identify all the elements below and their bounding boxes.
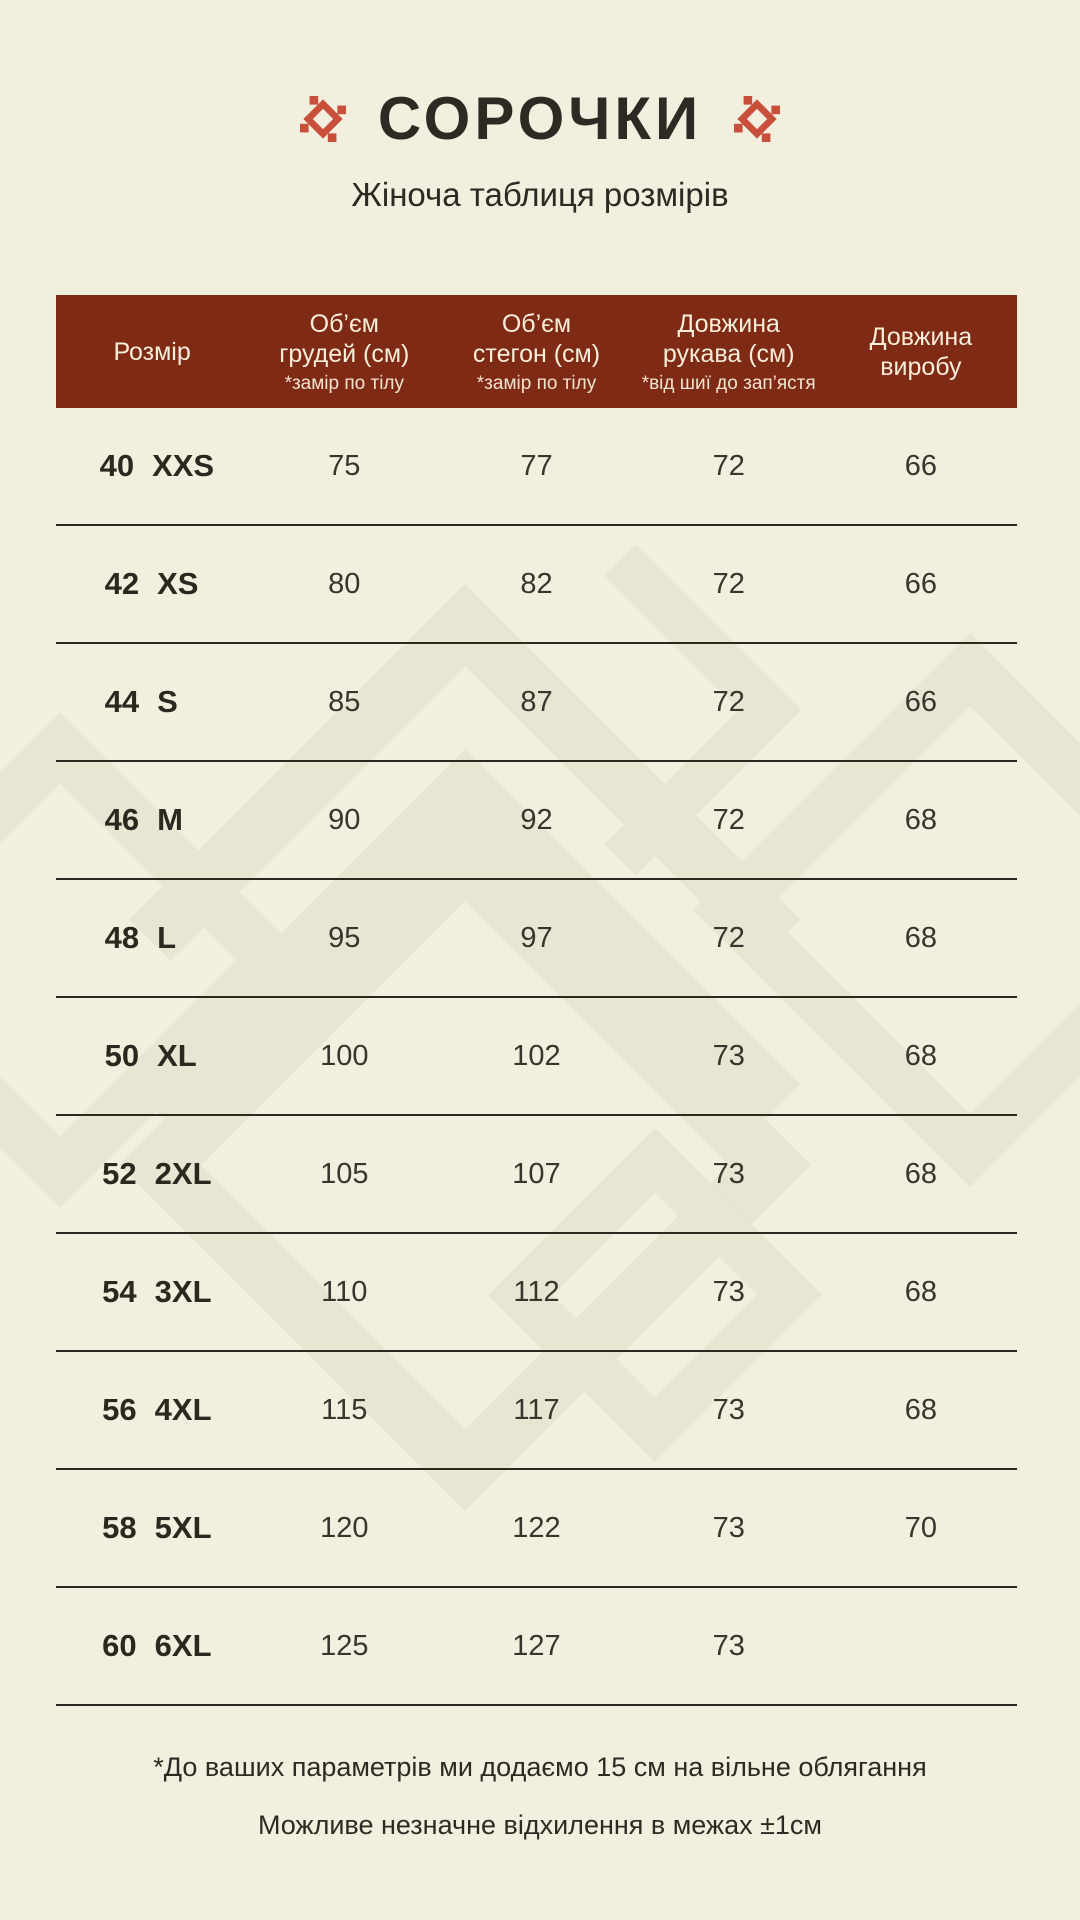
size-label: XS	[157, 566, 199, 601]
column-header-label: виробу	[880, 352, 962, 381]
length-value: 66	[904, 685, 938, 718]
hips-value: 97	[520, 921, 553, 954]
hips-value: 107	[512, 1157, 561, 1190]
hips-value: 87	[520, 685, 553, 718]
size-label: 4XL	[154, 1392, 212, 1427]
size-label: 2XL	[154, 1156, 212, 1191]
size-label: XXS	[152, 448, 215, 483]
chest-value: 105	[320, 1157, 369, 1190]
embroidery-diamond-icon	[300, 96, 346, 142]
column-header-label: Довжина	[677, 309, 780, 338]
size-cell	[56, 802, 248, 838]
chest-value: 115	[321, 1393, 368, 1426]
size-label: 6XL	[154, 1628, 212, 1663]
page-title: СОРОЧКИ	[377, 85, 703, 152]
chest-value: 80	[328, 567, 361, 600]
size-number: 42	[104, 566, 140, 601]
hips-value: 127	[512, 1629, 561, 1662]
chest-value: 110	[321, 1275, 368, 1308]
size-cell	[56, 1038, 248, 1074]
table-row	[56, 1352, 1017, 1470]
size-number: 52	[102, 1156, 137, 1191]
column-header-label: грудей (см)	[279, 339, 410, 368]
sleeve-value: 73	[712, 1511, 745, 1544]
footnotes	[0, 1752, 1080, 1868]
page-subtitle: Жіноча таблиця розмірів	[351, 176, 729, 213]
size-cell	[56, 1392, 248, 1428]
column-header-label: Об’єм	[309, 309, 379, 338]
chest-value: 85	[328, 685, 361, 718]
table-row	[56, 1470, 1017, 1588]
size-label: L	[157, 920, 177, 955]
size-label: S	[157, 684, 178, 719]
column-header-label: Довжина	[869, 322, 973, 351]
sleeve-value: 72	[712, 921, 745, 954]
size-cell	[56, 1510, 248, 1546]
sleeve-value: 72	[712, 803, 745, 836]
size-number: 46	[104, 802, 140, 837]
column-header-label: стегон (см)	[472, 339, 601, 368]
chest-value: 90	[328, 803, 361, 836]
column-header-note: *від шиї до зап’ястя	[641, 372, 816, 394]
chest-value: 95	[328, 921, 361, 954]
embroidery-diamond-icon	[734, 96, 780, 142]
size-table	[56, 295, 1017, 1706]
table-row	[56, 998, 1017, 1116]
hips-value: 122	[512, 1511, 561, 1544]
size-cell	[56, 448, 248, 484]
sleeve-value: 72	[712, 449, 745, 482]
column-header-chest	[248, 295, 440, 408]
length-value: 70	[904, 1511, 938, 1544]
length-value: 66	[904, 567, 938, 600]
column-header-note: *замір по тілу	[476, 372, 597, 394]
size-label: M	[157, 802, 183, 837]
table-row	[56, 644, 1017, 762]
sleeve-value: 73	[712, 1629, 745, 1662]
size-number: 48	[104, 920, 140, 955]
size-cell	[56, 684, 248, 720]
sleeve-value: 73	[712, 1039, 745, 1072]
sleeve-value: 72	[712, 685, 745, 718]
size-number: 60	[102, 1628, 137, 1663]
length-value: 68	[904, 1157, 938, 1190]
length-value: 68	[904, 1039, 938, 1072]
hips-value: 112	[513, 1275, 560, 1308]
hips-value: 92	[520, 803, 553, 836]
column-header-note: *замір по тілу	[284, 372, 405, 394]
size-number: 58	[102, 1510, 137, 1545]
size-cell	[56, 566, 248, 602]
page-title-row	[0, 84, 1080, 153]
length-value: 66	[904, 449, 938, 482]
size-number: 54	[102, 1274, 137, 1309]
size-label: 5XL	[154, 1510, 212, 1545]
size-label: XL	[157, 1038, 197, 1073]
sleeve-value: 73	[712, 1275, 745, 1308]
sleeve-value: 72	[712, 567, 745, 600]
size-number: 44	[104, 684, 140, 719]
chest-value: 75	[328, 449, 361, 482]
table-row	[56, 762, 1017, 880]
table-row	[56, 1588, 1017, 1706]
footnote-tolerance: Можливе незначне відхилення в межах ±1см	[258, 1810, 822, 1840]
footnote-fit-allowance: *До ваших параметрів ми додаємо 15 см на вільне облягання	[153, 1752, 927, 1782]
size-number: 50	[104, 1038, 140, 1073]
size-cell	[56, 1628, 248, 1664]
chest-value: 125	[320, 1629, 369, 1662]
length-value: 68	[904, 803, 938, 836]
length-value: 68	[904, 1275, 938, 1308]
column-header-length	[825, 295, 1017, 408]
sleeve-value: 73	[712, 1157, 745, 1190]
column-header-label: Розмір	[113, 337, 191, 366]
table-row	[56, 1234, 1017, 1352]
table-body	[56, 408, 1017, 1706]
column-header-label: Об’єм	[501, 309, 572, 338]
hips-value: 82	[520, 567, 553, 600]
table-row	[56, 1116, 1017, 1234]
length-value: 68	[904, 921, 938, 954]
hips-value: 117	[513, 1393, 560, 1426]
table-row	[56, 880, 1017, 998]
column-header-hips	[440, 295, 632, 408]
hips-value: 77	[520, 449, 553, 482]
table-row	[56, 526, 1017, 644]
column-header-size	[56, 295, 248, 408]
size-number: 40	[99, 448, 135, 483]
size-cell	[56, 920, 248, 956]
size-number: 56	[102, 1392, 137, 1427]
length-value: 68	[904, 1393, 938, 1426]
size-cell	[56, 1274, 248, 1310]
hips-value: 102	[512, 1039, 561, 1072]
table-row	[56, 408, 1017, 526]
size-label: 3XL	[154, 1274, 212, 1309]
column-header-label: рукава (см)	[662, 339, 795, 368]
table-header-row	[56, 295, 1017, 408]
column-header-sleeve	[633, 295, 825, 408]
chest-value: 100	[320, 1039, 369, 1072]
size-cell	[56, 1156, 248, 1192]
sleeve-value: 73	[712, 1393, 745, 1426]
chest-value: 120	[320, 1511, 369, 1544]
